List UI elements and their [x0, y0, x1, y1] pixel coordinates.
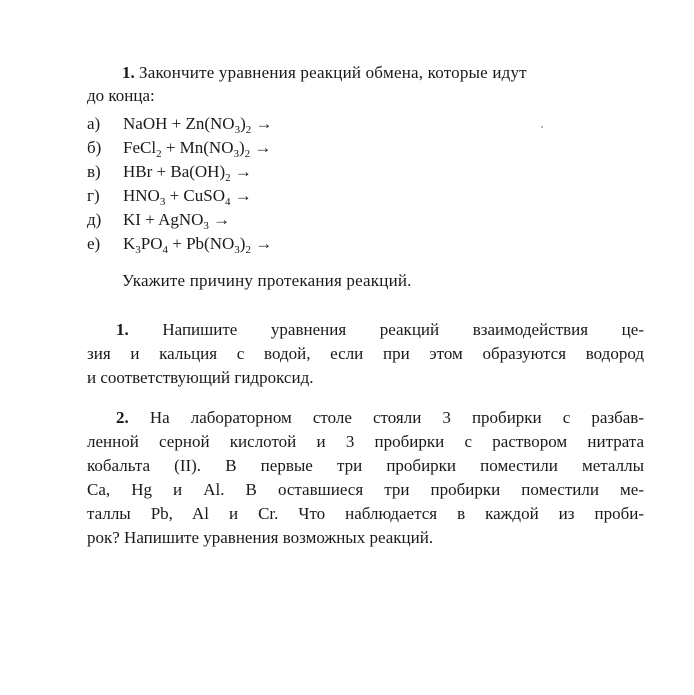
task1-footer: Укажите причину протекания реакций. [122, 271, 412, 290]
task2-line1: 1. Напишите уравнения реакций взаимодействия це- [116, 320, 644, 339]
task1-title-line1 [122, 62, 527, 84]
task1-title-text: Закончите уравнения реакций обмена, которые идут [139, 63, 527, 82]
reaction-label: е) [87, 234, 101, 253]
reaction-label: д) [87, 210, 102, 229]
reaction-label: в) [87, 162, 101, 181]
task3-line1: 2. На лабораторном столе стояли 3 пробирки с разбав- [116, 408, 644, 427]
task2-line3: и соответствующий гидроксид. [87, 368, 314, 387]
paper-speck [541, 126, 543, 128]
task1-number: 1. [122, 63, 135, 82]
reaction-g: г) $HNO_3$ + CuSO$_4$ → [87, 186, 252, 208]
reaction-label: б) [87, 138, 102, 157]
reaction-a: а) NaOH + $Zn(NO_3)_2$ → [87, 114, 273, 136]
task3-line2: ленной серной кислотой и 3 пробирки с раствором нитрата [87, 432, 644, 451]
task3-number: 2. [116, 408, 129, 427]
reaction-d: д) KI + AgNO$_3$ → [87, 210, 231, 232]
reaction-e: е) $K_3PO_4 + Pb(NO_3)_2$ → [87, 234, 273, 256]
task2-number: 1. [116, 320, 129, 339]
task1-title-line2: до конца: [87, 86, 155, 105]
reaction-b: б) FeCl$_2$ + $Mn(NO_3)_2$ → [87, 138, 272, 160]
reaction-v: в) HBr + $Ba(OH)_2$ → [87, 162, 252, 184]
reaction-label: г) [87, 186, 100, 205]
task3-line4: Ca, Hg и Al. В оставшиеся три пробирки поместили ме- [87, 480, 644, 499]
task3-line3: кобальта (II). В первые три пробирки поместили металлы [87, 456, 644, 475]
task3-line5: таллы Pb, Al и Cr. Что наблюдается в каждой из проби- [87, 504, 644, 523]
reaction-label: а) [87, 114, 101, 133]
task3-line6: рок? Напишите уравнения возможных реакций. [87, 528, 434, 547]
task2-line2: зия и кальция с водой, если при этом образуются водород [87, 344, 644, 363]
